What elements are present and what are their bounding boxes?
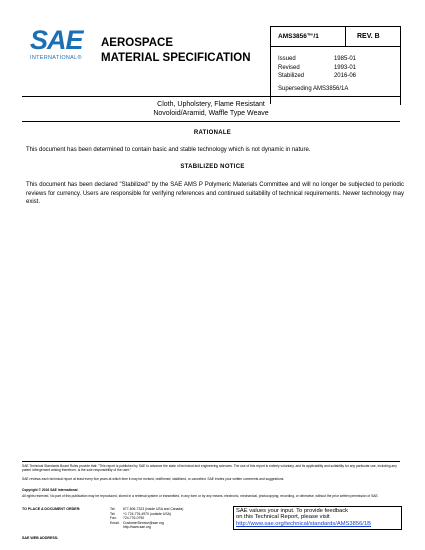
date-row-issued [278, 55, 356, 64]
contact-website-link[interactable]: http://www.sae.org [123, 525, 151, 530]
title-line-1: AEROSPACE [101, 37, 173, 49]
feedback-line-2: on this Technical Report, please visit [236, 514, 330, 521]
stabilized-heading: STABILIZED NOTICE [180, 164, 245, 170]
document-number: AMS3856™/1 [278, 33, 319, 40]
contact-value: 877-606-7323 (inside USA and Canada) [123, 507, 184, 511]
date-row-stabilized [278, 72, 356, 81]
contact-email[interactable]: CustomerService@sae.org [123, 520, 164, 525]
contact-list [110, 507, 183, 530]
feedback-text [236, 508, 400, 527]
document-subject [22, 100, 400, 118]
subject-line-1: Cloth, Upholstery, Flame Resistant [157, 101, 265, 108]
title-line-2: MATERIAL SPECIFICATION [101, 52, 251, 64]
date-value: 2016-06 [333, 73, 356, 79]
date-list [278, 55, 356, 81]
header-box-right [400, 26, 401, 105]
contact-key: Tel: [110, 511, 116, 516]
contact-key: Tel: [110, 507, 116, 511]
sae-logo: SAE [30, 25, 83, 55]
superseding-note: Superseding AMS3856/1A [278, 86, 349, 92]
footer-review-note: SAE reviews each technical report at least every five years at which time it may be revised, reaffirmed, stabilized, or cancelled. SAE invites your written comments and suggestions. [22, 477, 285, 481]
header-box-rev-divider [345, 26, 346, 46]
subject-line-2: Novoloid/Aramid, Waffle Type Weave [153, 110, 269, 117]
footer-rules-note: SAE Technical Standards Board Rules provide that: "This report is published by SAE to advance the state of technical and engineering sciences. The use of this report is entirely voluntary, and its applicability and suitability for any particular use, including any patent infringement arising therefrom, is the sole responsibility of the user." [22, 464, 397, 473]
contact-key: Fax: [110, 516, 117, 521]
stabilized-text: This document has been declared "Stabilized" by the SAE AMS P Polymeric Materials Committee and will no longer be subjected to periodic reviews for currency. Users are responsible for verifying references and continued suitability of technical requirements. Newer technology may exist. [26, 182, 404, 205]
revision-label: REV. B [357, 33, 380, 40]
header-box-top [270, 26, 401, 27]
feedback-link[interactable]: http://www.sae.org/technical/standards/AMS3856/1B [236, 520, 372, 527]
date-value: 1985-01 [333, 56, 356, 62]
footer-rule [22, 461, 400, 462]
date-label: Issued [278, 56, 296, 62]
contact-row [110, 525, 183, 530]
header-box-left [270, 26, 271, 104]
date-label: Revised [278, 64, 300, 71]
date-value: 1993-01 [333, 64, 356, 71]
date-label: Stabilized [278, 73, 305, 79]
footer-copyright: Copyright © 2016 SAE International [22, 488, 78, 492]
contact-value: 724-776-0790 [123, 516, 145, 521]
document-title [101, 36, 251, 66]
footer-rights-note: All rights reserved. No part of this publication may be reproduced, stored in a retrieval system or transmitted, in any form or by any means, electronic, mechanical, photocopying, recording, or otherwise, without the prior written permission of SAE. [22, 494, 379, 498]
contact-key: Email: [110, 520, 120, 525]
rationale-text: This document has been determined to contain basic and stable technology which is not dynamic in nature. [26, 147, 311, 153]
feedback-line-1: SAE values your input. To provide feedback [236, 508, 349, 514]
sae-logo-subtitle: INTERNATIONAL® [30, 55, 82, 61]
header-box-divider [270, 46, 401, 47]
contact-value: +1 724-776-4970 (outside USA) [123, 511, 171, 516]
rationale-heading: RATIONALE [193, 130, 232, 136]
web-address-label: SAE WEB ADDRESS: [22, 536, 59, 540]
contact-key [110, 525, 123, 530]
date-row-revised [278, 64, 356, 73]
order-label: TO PLACE A DOCUMENT ORDER: [22, 507, 81, 511]
